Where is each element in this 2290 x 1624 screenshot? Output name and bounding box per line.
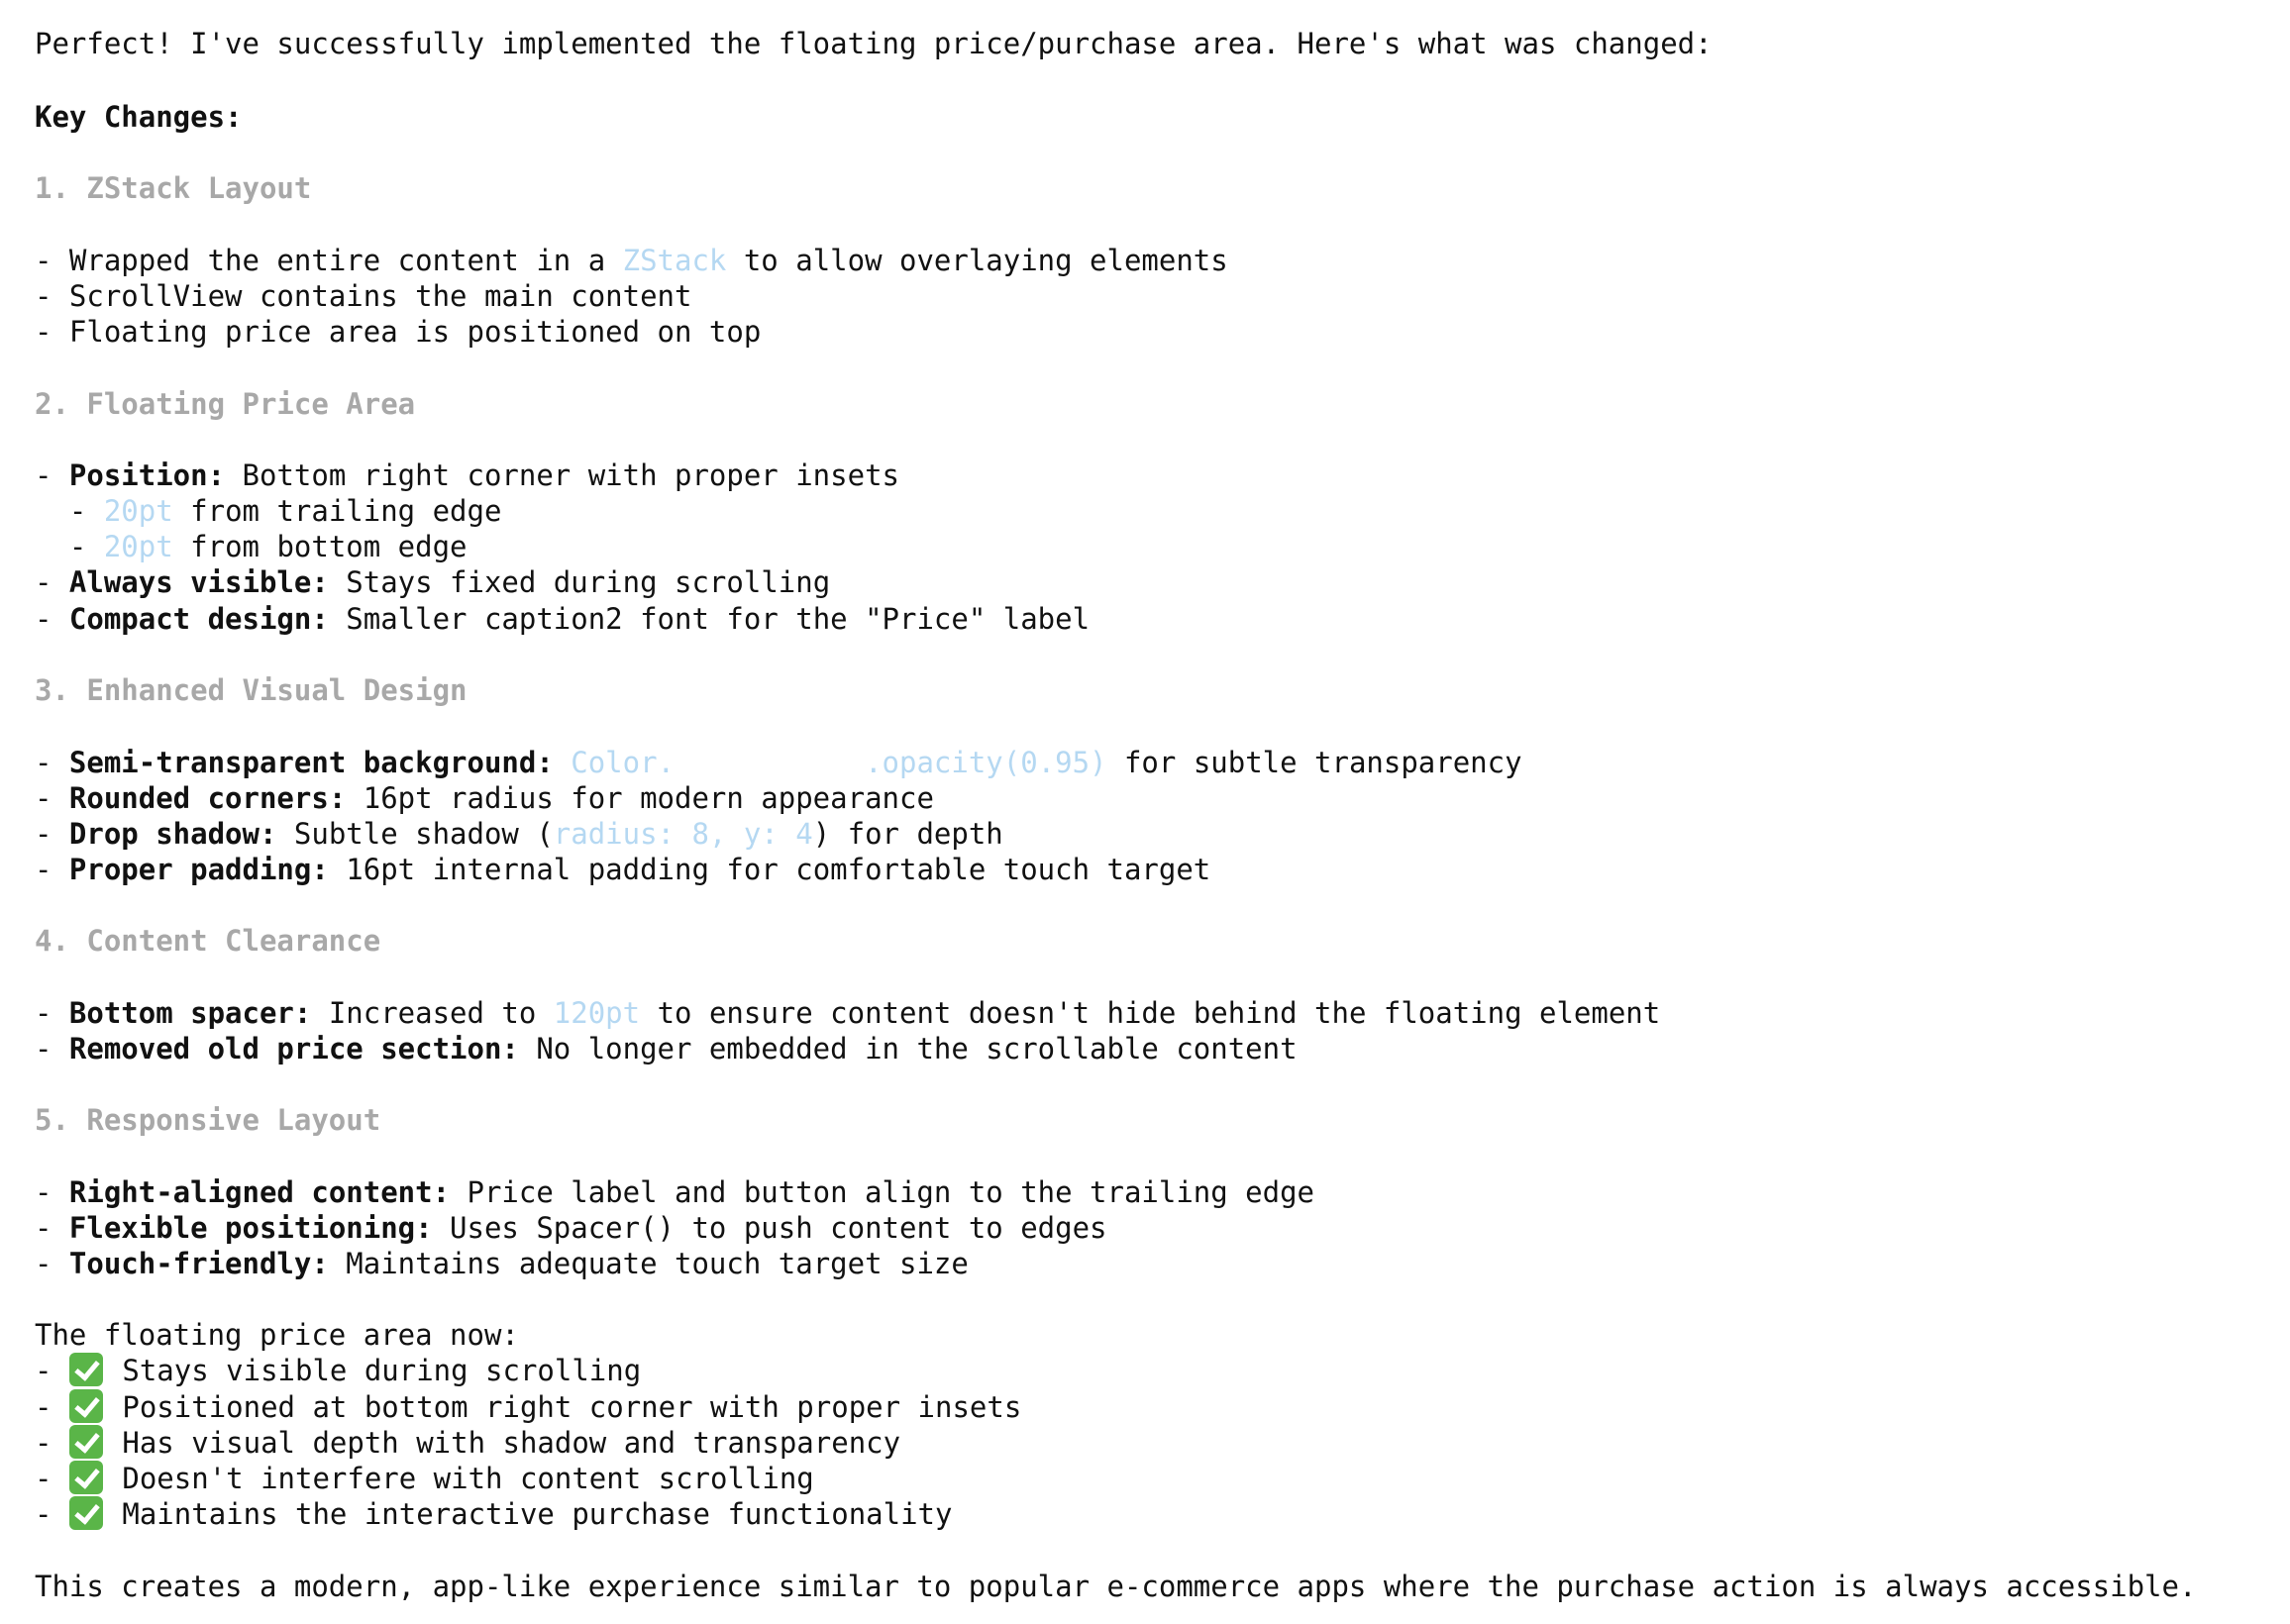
bullet-dash: - <box>35 1390 69 1424</box>
bullet-dash: - <box>35 494 104 528</box>
item-label: Semi-transparent background: <box>68 746 554 779</box>
item-text: Maintains adequate touch target size <box>328 1247 969 1280</box>
item-text: Bottom right corner with proper insets <box>225 458 899 492</box>
list-item <box>35 457 899 493</box>
item-text <box>554 746 571 779</box>
item-text: Subtle shadow ( <box>276 817 554 851</box>
section-heading: 1. ZStack Layout <box>35 171 312 205</box>
summary-item <box>35 1461 814 1496</box>
list-subitem <box>35 529 468 564</box>
list-item <box>35 816 1003 852</box>
check-mark-icon <box>69 1389 103 1423</box>
item-label: Removed old price section: <box>68 1032 519 1066</box>
list-item <box>35 852 1210 887</box>
summary-text: Doesn't interfere with content scrolling <box>122 1462 814 1495</box>
bullet-dash: - <box>35 244 69 277</box>
item-text <box>105 1462 122 1495</box>
list-item <box>35 278 691 314</box>
list-subitem <box>35 493 501 529</box>
bullet-dash: - <box>35 1211 69 1245</box>
item-text: Price label and button align to the trailing edge <box>450 1175 1315 1209</box>
check-mark-icon <box>69 1353 103 1386</box>
bullet-dash: - <box>35 530 104 563</box>
item-label: Compact design: <box>68 602 329 636</box>
summary-text: Positioned at bottom right corner with proper insets <box>122 1390 1022 1424</box>
item-label: Rounded corners: <box>68 781 347 815</box>
bullet-dash: - <box>35 1426 69 1460</box>
inline-code: ZStack <box>622 244 727 277</box>
bullet-dash: - <box>35 315 69 349</box>
summary-item <box>35 1496 952 1532</box>
item-text: to allow overlaying elements <box>726 244 1228 277</box>
section-heading: 2. Floating Price Area <box>35 387 416 421</box>
check-mark-icon <box>69 1461 103 1494</box>
item-text <box>105 1390 122 1424</box>
item-text: Smaller caption2 font for the "Price" label <box>328 602 1091 636</box>
bullet-dash: - <box>35 817 69 851</box>
item-text: from trailing edge <box>172 494 502 528</box>
item-label: Position: <box>68 458 226 492</box>
list-item <box>35 995 1660 1031</box>
list-item <box>35 1174 1314 1210</box>
conclusion-line: This creates a modern, app-like experience similar to popular e-commerce apps where the purchase action is always accessible. <box>35 1570 2197 1603</box>
list-item <box>35 1210 1107 1246</box>
inline-code: 20pt <box>103 530 173 563</box>
bullet-dash: - <box>35 1175 69 1209</box>
bullet-dash: - <box>35 1497 69 1531</box>
item-text <box>105 1497 122 1531</box>
item-label: Right-aligned content: <box>68 1175 451 1209</box>
item-text: for subtle transparency <box>1106 746 1522 779</box>
summary-intro: The floating price area now: <box>35 1318 519 1352</box>
section-heading: 4. Content Clearance <box>35 924 381 958</box>
item-text: to ensure content doesn't hide behind the floating element <box>640 996 1661 1030</box>
item-text: 16pt internal padding for comfortable touch target <box>328 853 1211 886</box>
item-text: Wrapped the entire content in a <box>68 244 623 277</box>
bullet-dash: - <box>35 1247 69 1280</box>
list-item <box>35 601 1090 637</box>
list-item <box>35 1246 969 1281</box>
item-text: Increased to <box>311 996 554 1030</box>
item-text: No longer embedded in the scrollable content <box>518 1032 1298 1066</box>
bullet-dash: - <box>35 996 69 1030</box>
intro-line: Perfect! I've successfully implemented the floating price/purchase area. Here's what was changed: <box>35 27 1713 60</box>
bullet-dash: - <box>35 1354 69 1387</box>
list-item <box>35 780 934 816</box>
item-label: Drop shadow: <box>68 817 277 851</box>
bullet-dash: - <box>35 565 69 599</box>
bullet-dash: - <box>35 1462 69 1495</box>
check-mark-icon <box>69 1425 103 1459</box>
bullet-dash: - <box>35 853 69 886</box>
bullet-dash: - <box>35 279 69 313</box>
item-label: Touch-friendly: <box>68 1247 329 1280</box>
item-text: from bottom edge <box>172 530 468 563</box>
inline-code: 120pt <box>553 996 641 1030</box>
key-changes-heading: Key Changes: <box>35 100 243 134</box>
inline-code: radius: 8, y: 4 <box>553 817 813 851</box>
item-text: Uses Spacer() to push content to edges <box>432 1211 1107 1245</box>
item-text <box>105 1426 122 1460</box>
section-heading: 5. Responsive Layout <box>35 1103 381 1137</box>
summary-text: Has visual depth with shadow and transparency <box>122 1426 901 1460</box>
item-text: 16pt radius for modern appearance <box>346 781 934 815</box>
summary-item <box>35 1425 900 1461</box>
summary-item <box>35 1353 641 1388</box>
item-text <box>105 1354 122 1387</box>
bullet-dash: - <box>35 781 69 815</box>
check-mark-icon <box>69 1496 103 1530</box>
item-text: ) for depth <box>812 817 1003 851</box>
terminal-output <box>35 0 2283 1624</box>
summary-item <box>35 1389 1021 1425</box>
item-text: Stays fixed during scrolling <box>328 565 831 599</box>
bullet-dash: - <box>35 602 69 636</box>
item-label: Always visible: <box>68 565 329 599</box>
section-heading: 3. Enhanced Visual Design <box>35 673 468 707</box>
item-text: Floating price area is positioned on top <box>68 315 762 349</box>
list-item <box>35 314 761 350</box>
list-item <box>35 745 1522 780</box>
summary-text: Stays visible during scrolling <box>122 1354 642 1387</box>
inline-code: 20pt <box>103 494 173 528</box>
item-text: ScrollView contains the main content <box>68 279 692 313</box>
list-item <box>35 564 830 600</box>
list-item <box>35 1031 1298 1066</box>
item-label: Proper padding: <box>68 853 329 886</box>
bullet-dash: - <box>35 746 69 779</box>
bullet-dash: - <box>35 1032 69 1066</box>
item-label: Flexible positioning: <box>68 1211 433 1245</box>
summary-text: Maintains the interactive purchase functionality <box>122 1497 953 1531</box>
list-item <box>35 243 1228 278</box>
inline-code: Color. .opacity(0.95) <box>571 746 1107 779</box>
item-label: Bottom spacer: <box>68 996 312 1030</box>
bullet-dash: - <box>35 458 69 492</box>
